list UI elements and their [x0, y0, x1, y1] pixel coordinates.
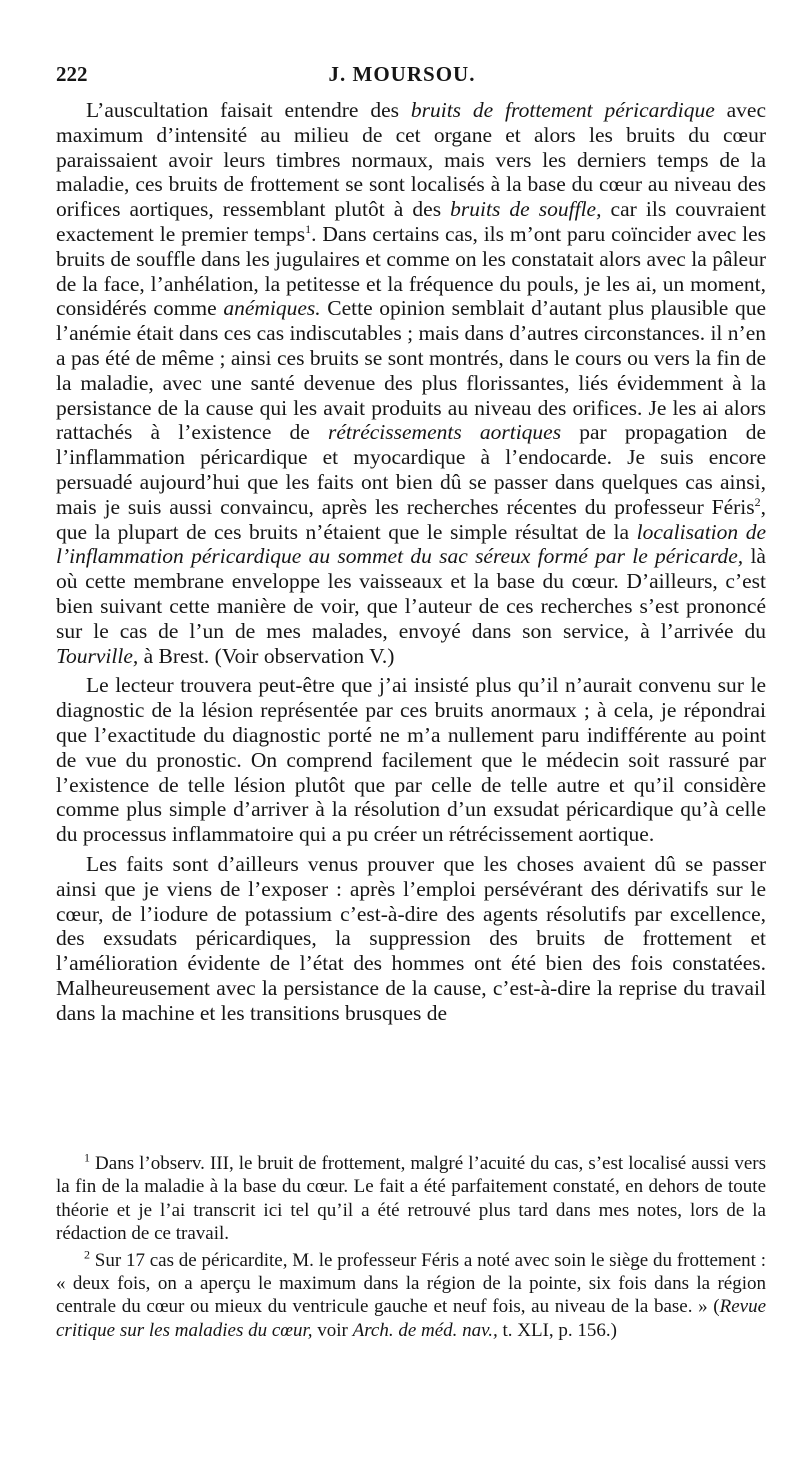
- body-text: [56, 98, 766, 1025]
- italic-text: localisation de l’inflammation péricardique au sommet du sac séreux formé par le péricarde,: [56, 519, 766, 569]
- text-run: Dans l’observ. III, le bruit de frottement, malgré l’acuité du cas, s’est localisé aussi vers la fin de la maladie à la base du cœur. Le fait a été parfaitement constaté, en dehors de toute théorie et je l’ai transcrit ici tel qu’il a été retrouvé plus tard dans mes notes, lors de la rédaction de ce travail.: [56, 1153, 766, 1245]
- footnote-marker: 1: [84, 1150, 90, 1165]
- footnote-marker: 2: [84, 1247, 90, 1262]
- page-number: 222: [56, 62, 88, 86]
- text-run: car ils couvraient exactement le premier temps: [56, 197, 766, 246]
- text-run: t. XLI, p. 156.): [497, 1319, 617, 1341]
- text-run: à Brest. (Voir observation V.): [138, 643, 395, 668]
- footnote: [56, 1249, 766, 1343]
- text-run: L’auscultation faisait entendre des: [86, 98, 411, 122]
- text-run: Cette opinion semblait d’autant plus plausible que l’anémie était dans ces cas indiscutables ; mais dans d’autres circonstances. il n’en a pas été de même ; ainsi ces bruits se sont montrés, dans le cours ou vers la fin de la maladie, avec une santé devenue des plus florissantes, liés évidemment à la persistance de la cause qui les avait produits au niveau des orifices. Je les ai alors rattachés à l’existence de: [56, 296, 766, 445]
- italic-text: rétrécissements aortiques: [327, 420, 562, 445]
- italic-text: Revue critique sur les maladies du cœur,: [56, 1296, 766, 1341]
- text-run: avec maximum d’intensité au milieu de cet organe et alors les bruits du cœur paraissaient avoir leurs timbres normaux, mais vers les derniers temps de la maladie, ces bruits de frottement se sont localisés à la base du cœur au niveau des orifices aortiques, ressemblant plutôt à des: [56, 98, 766, 222]
- text-run: voir: [312, 1319, 353, 1341]
- text-run: Sur 17 cas de péricardite, M. le professeur Féris a noté avec soin le siège du frottement : « deux fois, on a aperçu le maximum dans la région de la pointe, six fois dans la région centrale du cœur ou mieux du ventricule gauche et neuf fois, au niveau de la base. » (: [56, 1249, 766, 1318]
- text-run: par propagation de l’inflammation péricardique et myocardique à l’endocarde. Je suis encore persuadé aujourd’hui que les faits ont bien dû se passer dans quelques cas ainsi, mais je suis aussi convaincu, après les recherches récentes du professeur Féris: [56, 420, 766, 519]
- italic-text: Tourville,: [56, 643, 139, 668]
- text-run: . Dans certains cas, ils m’ont paru coïncider avec les bruits de souffle dans les jugulaires et comme on les constatait alors avec la pâleur de la face, l’anhélation, la petitesse et la fréquence du pouls, je les ai, un moment, considérés comme: [56, 221, 767, 321]
- text-run: Le lecteur trouvera peut-être que j’ai insisté plus qu’il n’aurait convenu sur le diagnostic de la lésion représentée par ces bruits anormaux ; à cela, je répondrai que l’exactitude du diagnostic porté ne m’a nullement paru indifférente au point de vue du pronostic. On comprend facilement que le médecin soit rassuré par l’existence de telle lésion plutôt que par celle de telle autre et qu’il considère comme plus simple d’arriver à la résolution d’un exsudat péricardique qu’à celle du processus inflammatoire qui a pu créer un rétrécissement aortique.: [56, 673, 766, 847]
- text-run: Les faits sont d’ailleurs venus prouver que les choses avaient dû se passer ainsi que je viens de l’exposer : après l’emploi persévérant des dérivatifs sur le cœur, de l’iodure de potassium c’est-à-dire des agents résolutifs par excellence, des exsudats péricardiques, la suppression des bruits de frottement et l’amélioration évidente de l’état des hommes ont été bien des fois constatées. Malheureusement avec la persistance de la cause, c’est-à-dire la reprise du travail dans la machine et les transitions brusques de: [56, 851, 766, 1025]
- paragraph: [56, 98, 766, 668]
- italic-text: anémiques.: [223, 296, 321, 321]
- italic-text: bruits de souffle,: [450, 197, 602, 222]
- italic-text: bruits de frottement péricardique: [410, 98, 715, 122]
- page-header: [56, 62, 748, 96]
- footnote-marker: 1: [305, 221, 312, 236]
- running-head: J. MOURSOU.: [328, 62, 476, 86]
- paragraph: [56, 852, 766, 1026]
- footnote-marker: 2: [754, 494, 761, 509]
- footnote: [56, 1152, 766, 1246]
- text-run: , que la plupart de ces bruits n’étaient que le simple résultat de la: [56, 494, 766, 544]
- paragraph: [56, 673, 766, 847]
- italic-text: Arch. de méd. nav.,: [352, 1319, 498, 1341]
- footnotes: [56, 1152, 766, 1342]
- text-run: là où cette membrane enveloppe les vaisseaux et la base du cœur. D’ailleurs, c’est bien suivant cette manière de voir, que l’auteur de ces recherches s’est prononcé sur le cas de l’un de mes malades, envoyé dans son service, à l’arrivée du: [56, 544, 766, 643]
